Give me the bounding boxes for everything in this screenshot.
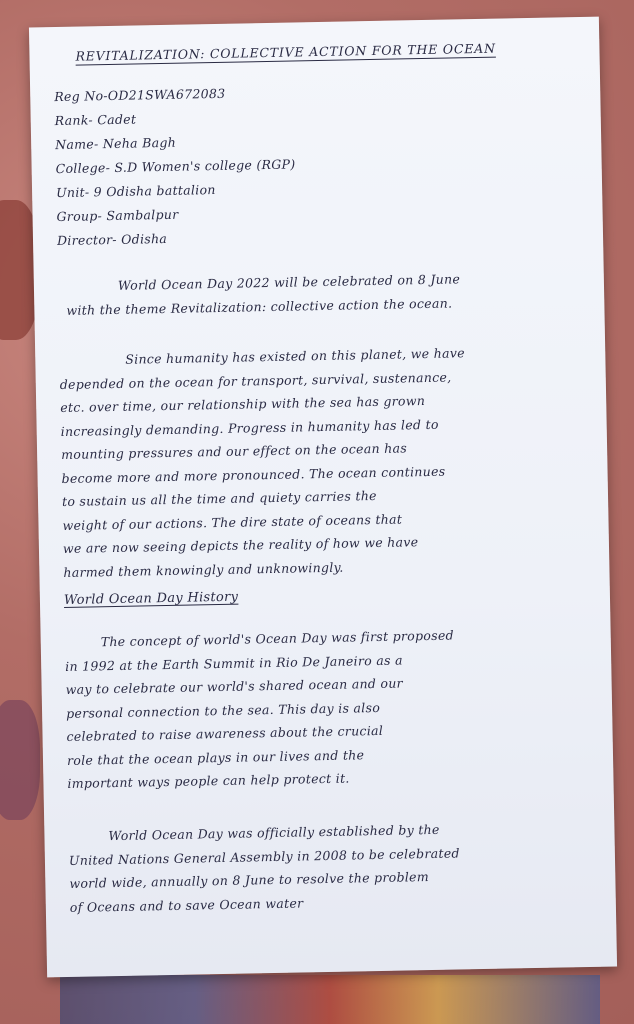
text-line: United Nations General Assembly in 2008 to be celebrated xyxy=(68,844,460,868)
text-line: with the theme Revitalization: collective action the ocean. xyxy=(66,294,453,318)
text-line: mounting pressures and our effect on the ocean has xyxy=(60,440,408,463)
detail-director: Director- Odisha xyxy=(56,230,168,249)
text-line: harmed them knowingly and unknowingly. xyxy=(63,559,344,580)
cloth-pattern xyxy=(0,700,40,820)
detail-unit: Unit- 9 Odisha battalion xyxy=(55,182,216,201)
detail-rank: Rank- Cadet xyxy=(54,111,137,129)
text-line: to sustain us all the time and quiety carries the xyxy=(61,487,377,510)
paragraph-intro xyxy=(58,265,599,322)
paragraph-history xyxy=(65,621,608,796)
text-line: depended on the ocean for transport, survival, sustenance, xyxy=(59,369,452,392)
handwritten-page xyxy=(29,17,617,978)
text-line: increasingly demanding. Progress in humanity has led to xyxy=(60,416,439,439)
text-line: important ways people can help protect it. xyxy=(67,770,350,791)
paragraph-humanity xyxy=(59,339,603,584)
detail-college: College- S.D Women's college (RGP) xyxy=(55,156,296,177)
detail-reg-no: Reg No-OD21SWA672083 xyxy=(54,85,226,105)
text-line: we are now seeing depicts the reality of how we have xyxy=(62,534,419,557)
cloth-pattern xyxy=(60,975,600,1024)
text-line: world wide, annually on 8 June to resolve the problem xyxy=(69,869,430,891)
text-line: role that the ocean plays in our lives and the xyxy=(66,746,365,768)
detail-group: Group- Sambalpur xyxy=(56,206,179,225)
text-line: weight of our actions. The dire state of oceans that xyxy=(62,510,403,533)
page-title: REVITALIZATION: COLLECTIVE ACTION FOR THE OCEAN xyxy=(75,40,496,64)
text-line: personal connection to the sea. This day is also xyxy=(65,699,381,721)
detail-name: Name- Neha Bagh xyxy=(55,134,177,153)
text-line: way to celebrate our world's shared ocean and our xyxy=(65,675,404,697)
section-heading: World Ocean Day History xyxy=(63,589,239,608)
text-line: World Ocean Day 2022 will be celebrated on 8 June xyxy=(117,271,461,293)
text-line: Since humanity has existed on this planet, we have xyxy=(125,345,465,367)
text-line: of Oceans and to save Ocean water xyxy=(69,894,304,915)
text-line: celebrated to raise awareness about the crucial xyxy=(66,722,384,744)
text-line: in 1992 at the Earth Summit in Rio De Janeiro as a xyxy=(65,652,403,674)
text-line: become more and more pronounced. The ocean continues xyxy=(61,463,446,486)
text-line: The concept of world's Ocean Day was first proposed xyxy=(100,627,455,650)
paragraph-establishment xyxy=(68,815,610,919)
text-line: World Ocean Day was officially established by the xyxy=(108,821,440,844)
text-line: etc. over time, our relationship with the sea has grown xyxy=(60,393,426,416)
